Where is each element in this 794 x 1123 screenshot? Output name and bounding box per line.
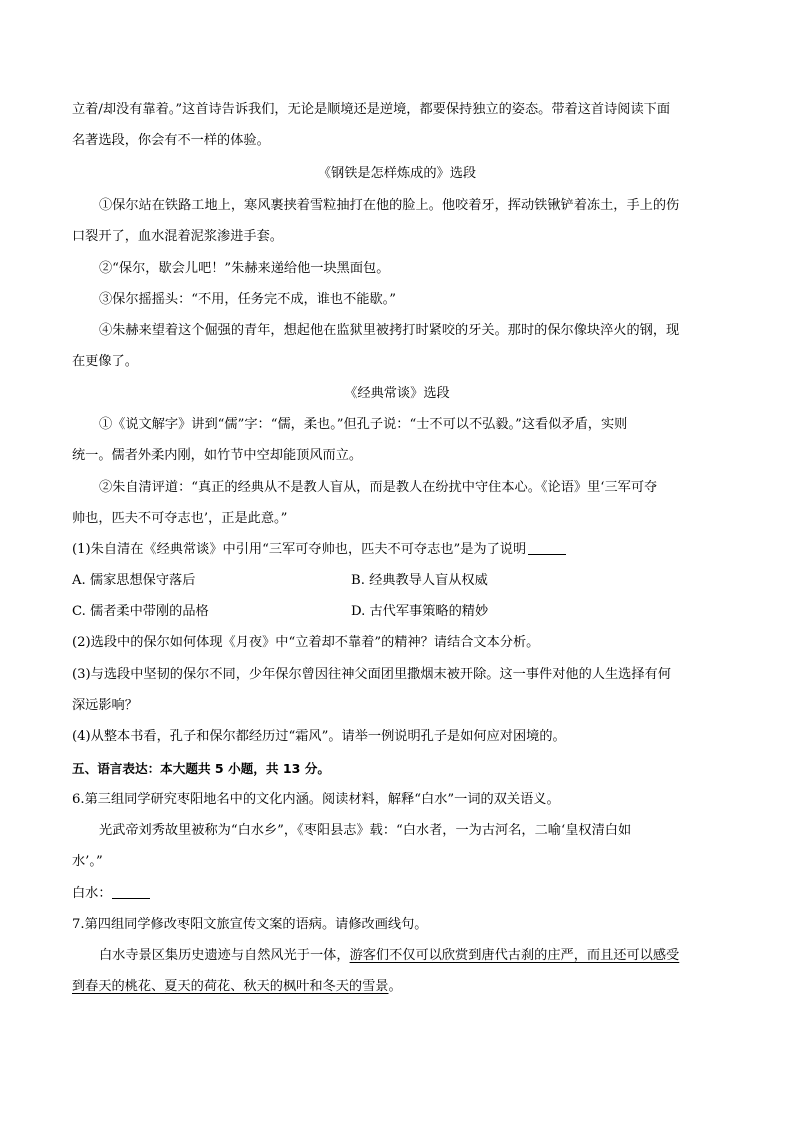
excerpt2-paragraph-2-line-2: 帅也，匹夫不可夺志也’，正是此意。” (72, 511, 288, 526)
underlined-sentence: 游客们不仅可以欣赏到唐代古刹的庄严，而且还可以感受 (349, 948, 680, 963)
question-1-text: (1)朱自清在《经典常谈》中引用“三军可夺帅也，匹夫不可夺志也”是为了说明 (72, 542, 527, 557)
question-6-answer (72, 886, 722, 902)
question-7-text-line-1 (99, 948, 722, 964)
excerpt2-paragraph-2-line-1: ②朱自清评道：“真正的经典从不是教人盲从，而是教人在纷扰中守住本心。《论语》里‘三军可夺 (99, 480, 658, 495)
section-5-heading: 五、语言表达：本大题共 5 小题，共 13 分。 (72, 761, 330, 776)
option-d: D. 古代军事策略的精妙 (351, 604, 489, 619)
excerpt1-paragraph-1-line-2: 口裂开了，血水混着泥浆渗进手套。 (72, 229, 283, 244)
excerpt1-paragraph-4-line-2: 在更像了。 (72, 354, 138, 369)
question-1 (72, 542, 722, 558)
excerpt2-paragraph-1-line-1: ①《说文解字》讲到“儒”字：“儒，柔也。”但孔子说：“士不可以不弘毅。”这看似矛盾，实则 (99, 417, 628, 432)
option-a: A. 儒家思想保守落后 (72, 573, 196, 588)
excerpt1-paragraph-1-line-1: ①保尔站在铁路工地上，寒风裹挟着雪粒抽打在他的脸上。他咬着牙，挥动铁锹铲着冻土，手上的伤 (99, 198, 680, 213)
intro-line-1: 立着/却没有靠着。”这首诗告诉我们，无论是顺境还是逆境，都要保持独立的姿态。带着这首诗阅读下面 (72, 102, 671, 117)
question-2: (2)选段中的保尔如何体现《月夜》中“立着却不靠着”的精神？请结合文本分析。 (72, 635, 540, 650)
excerpt1-paragraph-3: ③保尔摇摇头：“不用，任务完不成，谁也不能歇。” (99, 292, 397, 307)
excerpt1-paragraph-2: ②“保尔，歇会儿吧！”朱赫来递给他一块黑面包。 (99, 261, 390, 276)
question-6-prompt: 6.第三组同学研究枣阳地名中的文化内涵。阅读材料，解释“白水”一词的双关语义。 (72, 792, 560, 807)
answer-label: 白水： (72, 886, 112, 901)
excerpt1-title: 《钢铁是怎样炼成的》选段 (317, 166, 477, 181)
answer-blank[interactable] (112, 886, 150, 899)
underlined-sentence: 到春天的桃花、夏天的荷花、秋天的枫叶和冬天的雪景 (72, 979, 389, 994)
question-6-material-line-2: 水’。” (72, 854, 103, 869)
question-4: (4)从整本书看，孔子和保尔都经历过“霜风”。请举一例说明孔子是如何应对困境的。 (72, 729, 566, 744)
option-c: C. 儒者柔中带刚的品格 (72, 604, 209, 619)
intro-line-2: 名著选段，你会有不一样的体验。 (72, 133, 270, 148)
option-b: B. 经典教导人盲从权威 (351, 573, 488, 588)
excerpt2-title: 《经典常谈》选段 (344, 386, 450, 401)
question-6-material-line-1: 光武帝刘秀故里被称为“白水乡”，《枣阳县志》载：“白水者，一为古河名，二喻‘皇权清白如 (99, 823, 632, 838)
excerpt2-paragraph-1-line-2: 统一。儒者外柔内刚，如竹节中空却能顶风而立。 (72, 448, 363, 463)
question-3-line-2: 深远影响？ (72, 698, 138, 713)
question-7-prompt: 7.第四组同学修改枣阳文旅宣传文案的语病。请修改画线句。 (72, 917, 428, 932)
answer-blank[interactable] (528, 542, 566, 555)
excerpt1-paragraph-4-line-1: ④朱赫来望着这个倔强的青年，想起他在监狱里被拷打时紧咬的牙关。那时的保尔像块淬火的钢，现 (99, 323, 680, 338)
plain-text: 白水寺景区集历史遗迹与自然风光于一体， (99, 948, 350, 963)
sentence-end: 。 (388, 979, 402, 994)
question-7-text-line-2 (72, 979, 722, 995)
question-3-line-1: (3)与选段中坚韧的保尔不同，少年保尔曾因往神父面团里撒烟末被开除。这一事件对他的人生选择有何 (72, 667, 671, 682)
